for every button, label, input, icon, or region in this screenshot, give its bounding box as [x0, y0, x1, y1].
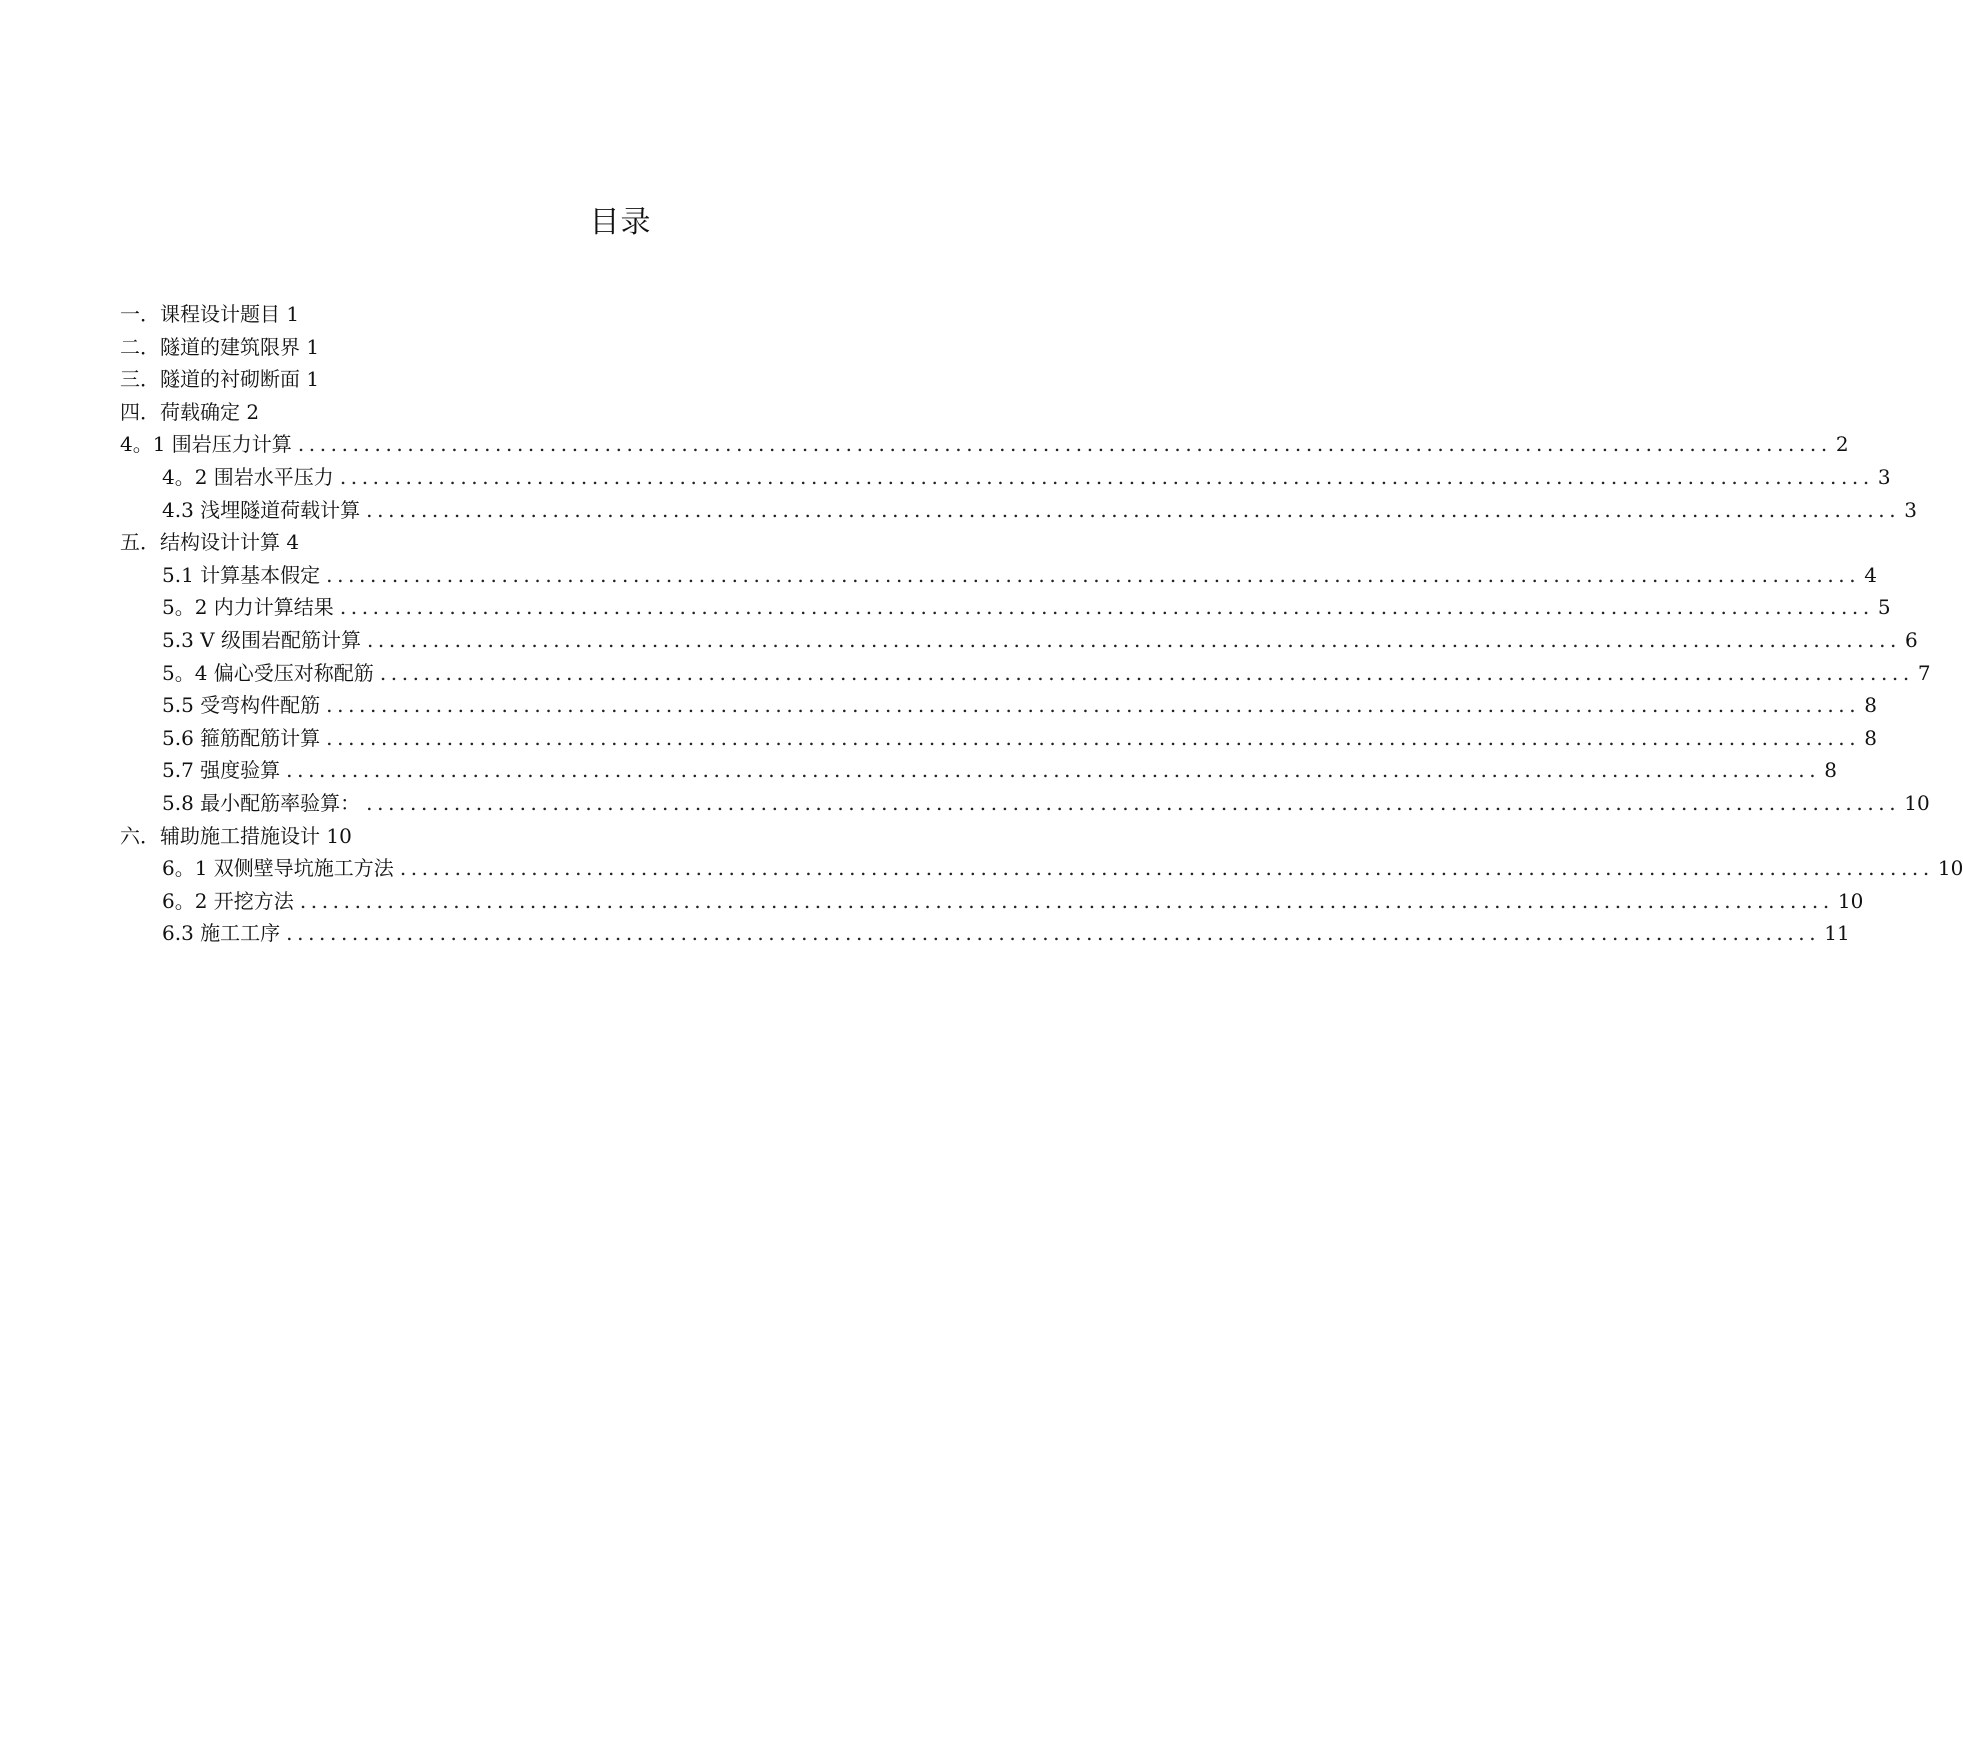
- toc-entry-label: 5.5 受弯构件配筋: [162, 693, 321, 718]
- toc-page-number: 8: [1824, 758, 1837, 783]
- toc-leader-dots: ............................................................................................................................................: [297, 432, 1832, 457]
- toc-leader-dots: ............................................................................................................................................: [326, 725, 1861, 750]
- toc-entry[interactable]: [120, 787, 1930, 820]
- toc-leader-dots: ............................................................................................................................................: [286, 921, 1821, 946]
- toc-entry[interactable]: [120, 494, 1917, 527]
- toc-entry[interactable]: [120, 917, 1850, 950]
- toc-page-number: 2: [1835, 432, 1849, 457]
- toc-entry[interactable]: [120, 363, 1120, 396]
- toc-leader-dots: ............................................................................................................................................: [326, 562, 1861, 587]
- toc-page-number: 4: [1864, 562, 1877, 587]
- toc-entry[interactable]: [120, 396, 1120, 429]
- toc-leader-dots: ............................................................................................................................................: [339, 464, 1874, 489]
- toc-leader-dots: ............................................................................................................................................: [366, 790, 1901, 815]
- toc-page-number: 10: [1837, 888, 1864, 913]
- toc-leader-dots: ............................................................................................................................................: [366, 627, 1902, 652]
- toc-entry[interactable]: [120, 591, 1891, 624]
- toc-page-number: 8: [1864, 693, 1877, 718]
- toc-entry-label: 5.6 箍筋配筋计算: [162, 725, 321, 750]
- toc-entry-label: 6。2 开挖方法: [162, 888, 294, 913]
- toc-leader-dots: ............................................................................................................................................: [366, 497, 1901, 522]
- toc-page-number: 8: [1864, 725, 1877, 750]
- toc-entry[interactable]: [120, 331, 1120, 364]
- toc-entry-label: 4.3 浅埋隧道荷载计算: [162, 497, 361, 522]
- toc-entry-label: 5.3 V 级围岩配筋计算: [162, 627, 361, 652]
- toc-page-number: 7: [1917, 660, 1931, 685]
- toc-page-number: 10: [1937, 856, 1963, 881]
- toc-entry[interactable]: [120, 852, 1963, 885]
- toc-entry-label: 6.3 施工工序: [162, 921, 281, 946]
- toc-page-number: 5: [1877, 595, 1891, 620]
- toc-page-number: 10: [1904, 790, 1930, 815]
- toc-entry[interactable]: [120, 722, 1877, 755]
- toc-page-number: 11: [1824, 921, 1850, 946]
- toc-entry[interactable]: [120, 820, 1120, 853]
- toc-entry-label: 4。1 围岩压力计算: [120, 432, 292, 457]
- toc-leader-dots: ............................................................................................................................................: [399, 856, 1934, 881]
- toc-entry-label: 6。1 双侧壁导坑施工方法: [162, 856, 394, 881]
- toc-leader-dots: ............................................................................................................................................: [299, 888, 1834, 913]
- toc-leader-dots: ............................................................................................................................................: [339, 595, 1874, 620]
- toc-leader-dots: ............................................................................................................................................: [379, 660, 1914, 685]
- toc-entry[interactable]: [120, 754, 1837, 787]
- toc-entry[interactable]: [120, 428, 1849, 461]
- toc-entry-label: 一．课程设计题目 1: [120, 302, 300, 326]
- toc-entry[interactable]: [120, 461, 1891, 494]
- toc-entry-label: 5.1 计算基本假定: [162, 562, 321, 587]
- toc-entry[interactable]: [120, 885, 1864, 918]
- toc-leader-dots: ............................................................................................................................................: [286, 758, 1821, 783]
- toc-page-number: 3: [1877, 464, 1891, 489]
- toc-entry-label: 三．隧道的衬砌断面 1: [120, 367, 320, 392]
- toc-leader-dots: ............................................................................................................................................: [326, 693, 1861, 718]
- toc-entry-label: 5。4 偏心受压对称配筋: [162, 660, 374, 685]
- toc-entry[interactable]: [120, 559, 1877, 592]
- toc-entry[interactable]: [120, 657, 1931, 690]
- toc-entry-label: 二．隧道的建筑限界 1: [120, 334, 320, 359]
- toc-entry-label: 六．辅助施工措施设计 10: [120, 823, 352, 848]
- toc-entry[interactable]: [120, 624, 1918, 657]
- toc-entry[interactable]: [120, 298, 1120, 331]
- table-of-contents: [120, 298, 1963, 950]
- page-title: 目录: [589, 205, 652, 240]
- toc-page-number: 3: [1904, 497, 1917, 522]
- toc-entry-label: 5.8 最小配筋率验算：: [162, 790, 361, 815]
- toc-page-number: 6: [1905, 627, 1918, 652]
- toc-entry-label: 五．结构设计计算 4: [120, 530, 300, 555]
- toc-entry-label: 5。2 内力计算结果: [162, 595, 334, 620]
- toc-entry-label: 5.7 强度验算: [162, 758, 281, 783]
- toc-entry-label: 4。2 围岩水平压力: [162, 464, 334, 489]
- toc-entry[interactable]: [120, 689, 1877, 722]
- toc-entry[interactable]: [120, 526, 1120, 559]
- toc-entry-label: 四．荷载确定 2: [120, 399, 260, 424]
